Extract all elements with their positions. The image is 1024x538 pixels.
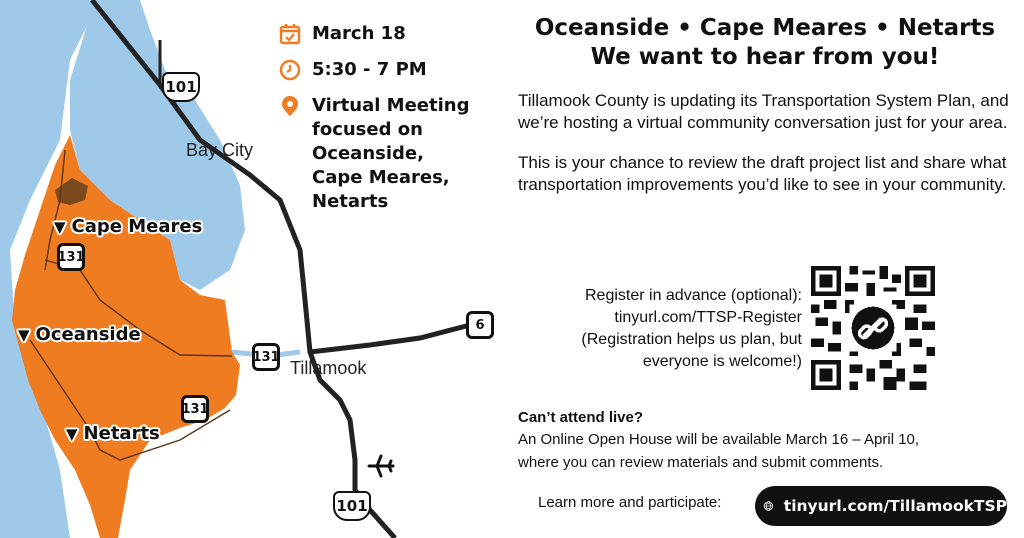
- place-name: Oceanside: [35, 324, 141, 345]
- event-location: [312, 94, 469, 214]
- place-label-netarts: [66, 423, 160, 444]
- register-block: [530, 285, 802, 373]
- down-triangle-icon: ▼: [54, 218, 66, 236]
- or-131-shield-netarts: 131: [181, 395, 209, 423]
- us-101-shield-north: 101: [162, 72, 200, 102]
- headline-line-2: We want to hear from you!: [590, 44, 940, 70]
- place-name: Netarts: [83, 423, 160, 444]
- place-name: Cape Meares: [71, 216, 203, 237]
- map-pin-icon: [278, 94, 302, 118]
- event-date: March 18: [312, 23, 406, 44]
- qr-code-icon[interactable]: [809, 266, 937, 390]
- cant-attend-heading: Can’t attend live?: [518, 409, 644, 426]
- event-location-row: [278, 94, 493, 214]
- clock-icon: [278, 58, 302, 82]
- event-time-row: [278, 58, 493, 82]
- headline: [518, 14, 1012, 72]
- event-location-line: Virtual Meeting: [312, 95, 470, 116]
- airplane-icon: [367, 454, 395, 478]
- us-101-shield-south: 101: [333, 491, 371, 521]
- learn-more-label: Learn more and participate:: [538, 494, 722, 511]
- calendar-check-icon: [278, 22, 302, 46]
- place-label-oceanside: [18, 324, 141, 345]
- register-line: everyone is welcome!): [642, 353, 802, 370]
- learn-more-url[interactable]: tinyurl.com/TillamookTSP: [783, 497, 1007, 515]
- intro-paragraph-1: Tillamook County is updating its Transportation System Plan, and we’re hosting a virtual community conversation just for your area.: [518, 91, 1009, 132]
- globe-icon: [763, 491, 774, 521]
- or-6-shield: 6: [466, 311, 494, 339]
- cant-attend-block: [518, 408, 1008, 474]
- intro-paragraph-2: This is your chance to review the draft project list and share what transportation improvements you’d like to see in your community.: [518, 153, 1007, 194]
- event-location-line: focused on: [312, 119, 423, 140]
- learn-more-link-button[interactable]: [755, 486, 1007, 526]
- event-location-line: Oceanside,: [312, 143, 424, 164]
- event-details: [278, 22, 493, 226]
- down-triangle-icon: ▼: [18, 326, 30, 344]
- register-line: Register in advance (optional):: [584, 287, 802, 304]
- town-label-tillamook: Tillamook: [290, 358, 367, 378]
- info-column: [518, 14, 1012, 196]
- or-131-shield-tillamook: 131: [252, 343, 280, 371]
- place-label-cape-meares: [54, 216, 202, 237]
- town-label-bay-city: Bay City: [186, 140, 254, 160]
- register-line: (Registration helps us plan, but: [581, 331, 802, 348]
- headline-line-1: Oceanside • Cape Meares • Netarts: [534, 15, 996, 41]
- event-location-line: Cape Meares,: [312, 167, 450, 188]
- event-time: 5:30 - 7 PM: [312, 59, 427, 80]
- down-triangle-icon: ▼: [66, 425, 78, 443]
- register-link[interactable]: tinyurl.com/TTSP-Register: [614, 309, 802, 326]
- event-date-row: [278, 22, 493, 46]
- cant-attend-line-2: where you can review materials and submit comments.: [518, 454, 884, 471]
- or-131-shield-cape: 131: [57, 243, 85, 271]
- cant-attend-line-1: An Online Open House will be available March 16 – April 10,: [518, 431, 920, 448]
- event-location-line: Netarts: [312, 191, 389, 212]
